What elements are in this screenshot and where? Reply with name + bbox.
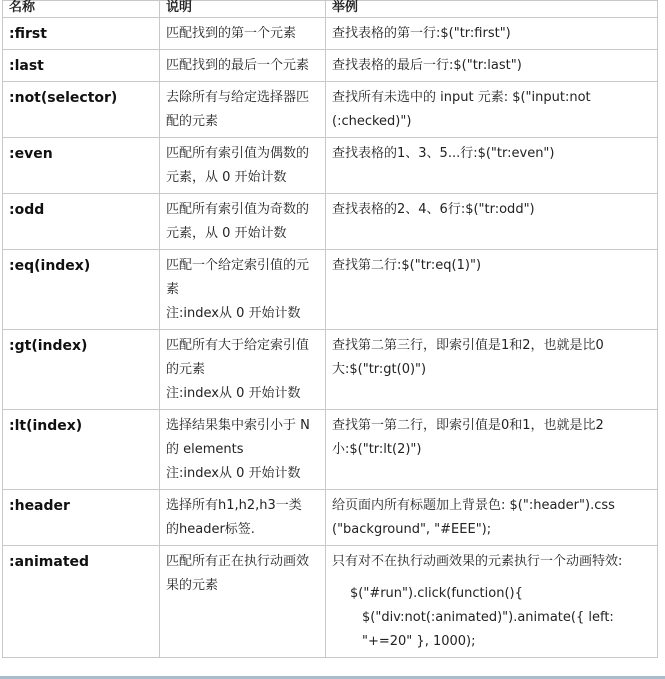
description-cell bbox=[160, 194, 326, 250]
example-line: ("background", "#EEE"); bbox=[332, 522, 492, 537]
code-line: $("#run").click(function(){ bbox=[350, 586, 523, 601]
example-cell bbox=[326, 546, 658, 658]
example-line: 小:$("tr:lt(2)") bbox=[332, 442, 422, 457]
selector-name-cell: :gt(index) bbox=[3, 330, 160, 410]
selector-name-cell: :first bbox=[3, 18, 160, 50]
description-cell bbox=[160, 138, 326, 194]
description-line: 匹配所有正在执行动画效 bbox=[166, 554, 310, 569]
header-name: 名称 bbox=[3, 1, 160, 18]
example-line: 查找表格的第一行:$("tr:first") bbox=[332, 26, 511, 41]
description-line: 选择结果集中索引小于 N bbox=[166, 418, 310, 433]
selector-name-cell: :even bbox=[3, 138, 160, 194]
description-line: 果的元素 bbox=[166, 578, 219, 593]
description-cell bbox=[160, 546, 326, 658]
example-line: 查找表格的最后一行:$("tr:last") bbox=[332, 58, 522, 73]
description-line: 的header标签. bbox=[166, 522, 255, 537]
description-line: 选择所有h1,h2,h3一类 bbox=[166, 498, 302, 513]
table-header-row bbox=[3, 1, 658, 18]
example-cell bbox=[326, 50, 658, 82]
description-line: 匹配所有索引值为偶数的 bbox=[166, 146, 310, 161]
selector-name-cell: :eq(index) bbox=[3, 250, 160, 330]
table-row bbox=[3, 18, 658, 50]
selector-name-cell: :animated bbox=[3, 546, 160, 658]
example-cell bbox=[326, 194, 658, 250]
description-line: 匹配所有大于给定索引值 bbox=[166, 338, 310, 353]
description-cell bbox=[160, 18, 326, 50]
example-cell bbox=[326, 18, 658, 50]
description-cell bbox=[160, 330, 326, 410]
description-line: 匹配找到的最后一个元素 bbox=[166, 58, 310, 73]
example-line: 查找表格的2、4、6行:$("tr:odd") bbox=[332, 202, 535, 217]
example-line: 大:$("tr:gt(0)") bbox=[332, 362, 427, 377]
example-cell bbox=[326, 138, 658, 194]
description-line: 素 bbox=[166, 282, 180, 297]
description-line: 的元素 bbox=[166, 362, 206, 377]
description-cell bbox=[160, 50, 326, 82]
example-line: 查找第二行:$("tr:eq(1)") bbox=[332, 258, 482, 273]
description-line: 注:index从 0 开始计数 bbox=[166, 466, 301, 481]
description-cell bbox=[160, 250, 326, 330]
example-cell bbox=[326, 490, 658, 546]
selector-table bbox=[2, 0, 658, 658]
example-line: 查找第二第三行，即索引值是1和2，也就是比0 bbox=[332, 338, 604, 353]
description-line: 配的元素 bbox=[166, 114, 219, 129]
example-line: (:checked)") bbox=[332, 114, 412, 129]
example-line: 查找表格的1、3、5...行:$("tr:even") bbox=[332, 146, 555, 161]
table-row bbox=[3, 194, 658, 250]
code-example-block bbox=[332, 582, 651, 654]
description-line: 去除所有与给定选择器匹 bbox=[166, 90, 310, 105]
description-line: 注:index从 0 开始计数 bbox=[166, 386, 301, 401]
example-line: 查找所有未选中的 input 元素: $("input:not bbox=[332, 90, 591, 105]
table-body bbox=[3, 18, 658, 658]
example-cell bbox=[326, 410, 658, 490]
description-line: 元素，从 0 开始计数 bbox=[166, 226, 287, 241]
selector-name-cell: :odd bbox=[3, 194, 160, 250]
example-line: 给页面内所有标题加上背景色: $(":header").css bbox=[332, 498, 615, 513]
example-cell bbox=[326, 250, 658, 330]
description-cell bbox=[160, 490, 326, 546]
description-line: 注:index从 0 开始计数 bbox=[166, 306, 301, 321]
code-line: $("div:not(:animated)").animate({ left: bbox=[362, 610, 614, 625]
description-line: 匹配一个给定索引值的元 bbox=[166, 258, 310, 273]
description-line: 的 elements bbox=[166, 442, 244, 457]
example-cell bbox=[326, 82, 658, 138]
table-row bbox=[3, 82, 658, 138]
table-row bbox=[3, 410, 658, 490]
table-row bbox=[3, 50, 658, 82]
description-cell bbox=[160, 410, 326, 490]
description-cell bbox=[160, 82, 326, 138]
selector-name-cell: :last bbox=[3, 50, 160, 82]
table-row bbox=[3, 138, 658, 194]
code-line: "+=20" }, 1000); bbox=[362, 634, 476, 649]
description-line: 匹配所有索引值为奇数的 bbox=[166, 202, 310, 217]
selector-name-cell: :lt(index) bbox=[3, 410, 160, 490]
table-row bbox=[3, 330, 658, 410]
example-line: 只有对不在执行动画效果的元素执行一个动画特效: bbox=[332, 554, 623, 569]
selector-name-cell: :header bbox=[3, 490, 160, 546]
example-cell bbox=[326, 330, 658, 410]
table-row bbox=[3, 490, 658, 546]
description-line: 匹配找到的第一个元素 bbox=[166, 26, 297, 41]
selector-name-cell: :not(selector) bbox=[3, 82, 160, 138]
table-row bbox=[3, 250, 658, 330]
header-description: 说明 bbox=[160, 1, 326, 18]
header-example: 举例 bbox=[326, 1, 658, 18]
table-row bbox=[3, 546, 658, 658]
description-line: 元素，从 0 开始计数 bbox=[166, 170, 287, 185]
example-line: 查找第一第二行，即索引值是0和1，也就是比2 bbox=[332, 418, 604, 433]
